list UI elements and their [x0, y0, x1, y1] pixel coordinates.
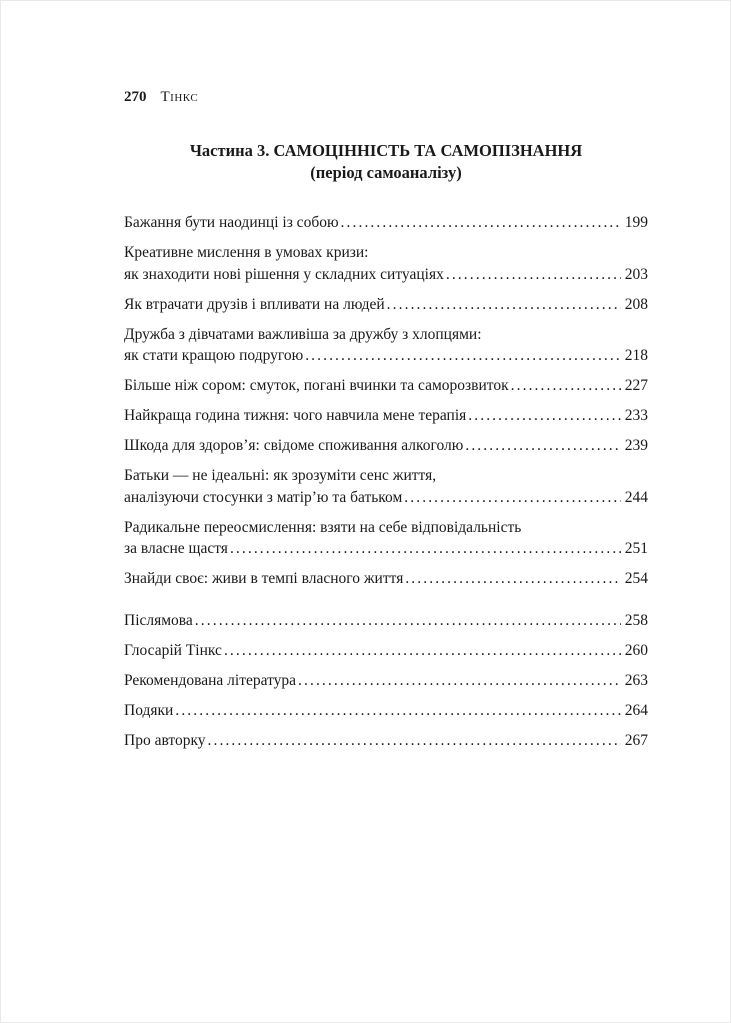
- toc-entry: [124, 375, 648, 397]
- page-number: 270: [124, 89, 147, 105]
- toc-chapters: [124, 212, 648, 590]
- dot-leader: [305, 345, 621, 367]
- toc-entry-page: 251: [624, 540, 648, 557]
- section-title-line1: Частина 3. САМОЦІННІСТЬ ТА САМОПІЗНАННЯ: [189, 141, 583, 160]
- dot-leader: [230, 538, 621, 560]
- section-title: [124, 140, 648, 184]
- toc-entry-page: 227: [624, 377, 648, 394]
- toc-entry-page: 244: [624, 488, 648, 506]
- toc-entry: [124, 294, 648, 316]
- toc-entry: [124, 465, 648, 508]
- toc-entry-title-line1: Дружба з дівчатами важливіша за дружбу з хлопцями:: [124, 325, 482, 343]
- toc-entry: [124, 700, 648, 722]
- toc-entry-page: 218: [624, 347, 648, 364]
- toc-entry: [124, 517, 648, 560]
- toc-entry-title: Післямова: [124, 611, 193, 629]
- toc-entry: [124, 730, 648, 752]
- toc-entry-title: Бажання бути наодинці із собою: [124, 214, 339, 231]
- toc-entry-title-line2: аналізуючи стосунки з матір’ю та батьком: [124, 488, 403, 506]
- table-of-contents: [124, 212, 648, 751]
- toc-entry-title: Подяки: [124, 701, 174, 719]
- toc-entry-title: Як втрачати друзів і впливати на людей: [124, 295, 385, 313]
- toc-entry-title-line2: за власне щастя: [124, 540, 228, 557]
- dot-leader: [195, 610, 621, 632]
- toc-entry: [124, 435, 648, 457]
- dot-leader: [341, 212, 621, 234]
- toc-entry: [124, 242, 648, 285]
- toc-entry-title: Глосарій Тінкс: [124, 641, 222, 659]
- dot-leader: [511, 375, 621, 397]
- toc-entry-page: 208: [624, 295, 648, 313]
- toc-entry-page: 267: [624, 731, 648, 749]
- toc-entry-page: 233: [624, 407, 648, 424]
- toc-entry-title-line1: Креативне мислення в умовах кризи:: [124, 244, 369, 261]
- toc-entry-title-line1: Радикальне переосмислення: взяти на себе відповідальність: [124, 518, 522, 536]
- toc-entry-title: Шкода для здоров’я: свідоме споживання алкоголю: [124, 437, 464, 454]
- toc-entry-page: 254: [624, 570, 648, 587]
- toc-entry-page: 258: [624, 611, 648, 629]
- dot-leader: [298, 670, 621, 692]
- toc-entry-page: 263: [624, 671, 648, 689]
- running-title: Тінкс: [160, 89, 199, 105]
- toc-entry-page: 239: [624, 437, 648, 454]
- dot-leader: [465, 435, 620, 457]
- toc-entry-page: 203: [624, 265, 648, 283]
- toc-entry-title: Про авторку: [124, 731, 206, 749]
- toc-entry: [124, 670, 648, 692]
- running-head: [124, 88, 648, 106]
- toc-entry: [124, 324, 648, 367]
- toc-entry-page: 264: [624, 701, 648, 719]
- dot-leader: [468, 405, 620, 427]
- dot-leader: [405, 568, 620, 590]
- toc-entry-title: Найкраща година тижня: чого навчила мене терапія: [124, 407, 467, 424]
- toc-entry-page: 260: [624, 641, 648, 659]
- toc-entry-title-line2: як стати кращою подругою: [124, 347, 304, 364]
- dot-leader: [404, 487, 620, 509]
- dot-leader: [208, 730, 621, 752]
- toc-entry-title-line2: як знаходити нові рішення у складних ситуаціях: [124, 265, 444, 283]
- dot-leader: [224, 640, 621, 662]
- dot-leader: [446, 264, 621, 286]
- toc-backmatter: [124, 610, 648, 752]
- toc-entry-title: Більше ніж сором: смуток, погані вчинки та саморозвиток: [124, 377, 509, 394]
- dot-leader: [387, 294, 621, 316]
- toc-entry-title-line1: Батьки — не ідеальні: як зрозуміти сенс життя,: [124, 467, 437, 484]
- toc-entry: [124, 568, 648, 590]
- toc-entry: [124, 640, 648, 662]
- toc-entry-page: 199: [624, 214, 648, 231]
- section-title-line2: (період самоаналізу): [310, 163, 462, 182]
- toc-entry-title: Знайди своє: живи в темпі власного життя: [124, 570, 404, 587]
- toc-entry-title: Рекомендована література: [124, 671, 297, 689]
- dot-leader: [175, 700, 620, 722]
- toc-entry: [124, 610, 648, 632]
- toc-entry: [124, 405, 648, 427]
- toc-entry: [124, 212, 648, 234]
